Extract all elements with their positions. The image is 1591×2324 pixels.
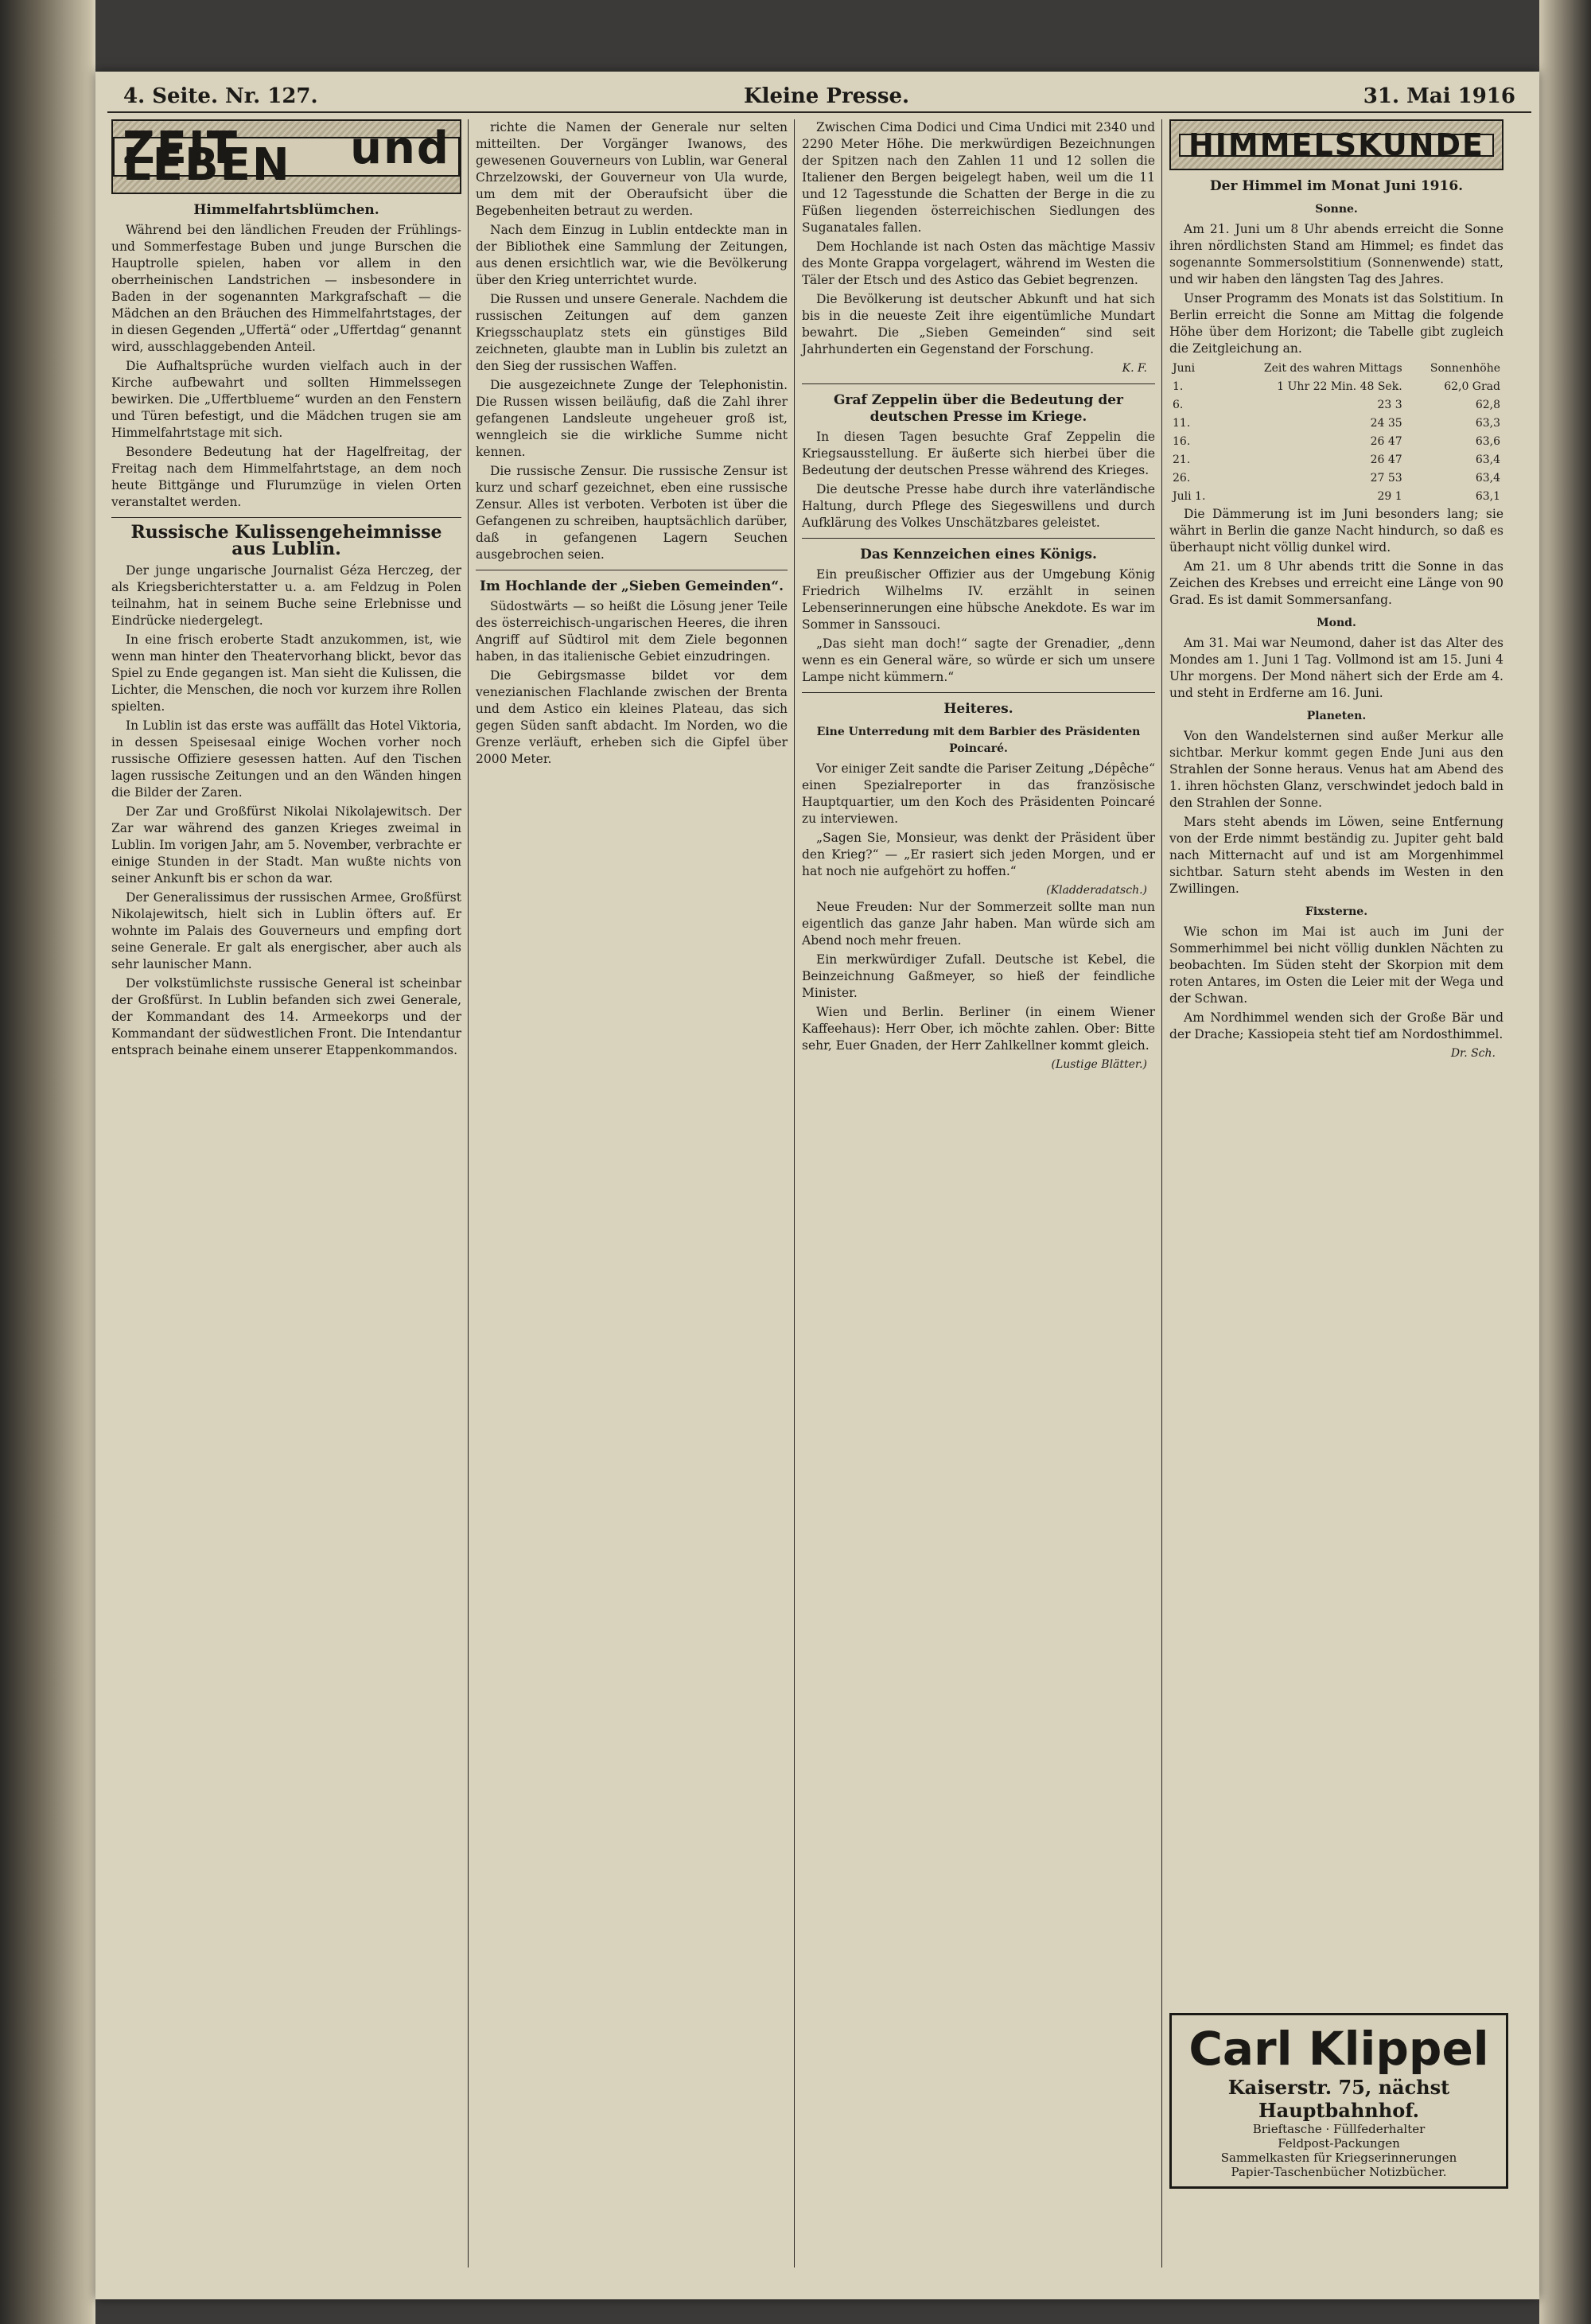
paragraph: Mars steht abends im Löwen, seine Entfernung von der Erde nimmt beständig zu. Jupiter geht bald nach Mitternacht auf und ist am Morgenhimmel sichtbar. Saturn steht abends im Westen in den Zwillingen. xyxy=(1169,815,1503,896)
table-cell: 11. xyxy=(1173,417,1191,430)
page-number: 4. Seite. Nr. 127. xyxy=(123,84,318,108)
paragraph: Am Nordhimmel wenden sich der Große Bär und der Drache; Kassiopeia steht tief am Nordosthimmel. xyxy=(1169,1010,1503,1041)
paragraph: Unser Programm des Monats ist das Solstitium. In Berlin erreicht die Sonne am Mittag die folgende Höhe über dem Horizont; die Tabelle gibt zugleich die Zeitgleichung an. xyxy=(1169,291,1503,356)
column-4 xyxy=(1169,119,1503,1062)
article-title: Heiteres. xyxy=(943,701,1013,717)
author-signature: K. F. xyxy=(1122,362,1147,375)
article-title: Russische Kulissengeheimnisse aus Lublin. xyxy=(130,522,442,559)
paragraph: „Das sieht man doch!“ sagte der Grenadier, „denn wenn es ein General wäre, so würde er sich um unsere Lampe nicht kümmern.“ xyxy=(802,636,1155,684)
advertisement-carl-klippel xyxy=(1169,2013,1508,2189)
paragraph: Die Bevölkerung ist deutscher Abkunft und hat sich bis in die neueste Zeit ihre eigentümliche Mundart bewahrt. Die „Sieben Gemeinden“ sind seit Jahrhunderten ein Gegenstand der Forschung. xyxy=(802,292,1155,356)
table-cell: 63,1 xyxy=(1475,490,1500,503)
table-cell: 26 47 xyxy=(1370,435,1402,448)
column-2 xyxy=(476,119,788,770)
paragraph: Der Zar und Großfürst Nikolai Nikolajewitsch. Der Zar war während des ganzen Krieges zweimal in Lublin. Im vorigen Jahr, am 5. November, verbrachte er einige Stunden in der Stadt. Man wußte nichts von seiner Ankunft bis er schon da war. xyxy=(111,804,461,886)
paragraph: Vor einiger Zeit sandte die Pariser Zeitung „Dépêche“ einen Spezialreporter in das französische Hauptquartier, um den Koch des Präsidenten Poincaré zu interviewen. xyxy=(802,761,1155,826)
paragraph: Die deutsche Presse habe durch ihre vaterländische Haltung, durch Pflege des Siegeswillens und durch Aufklärung des Volkes Unschätzbares geleistet. xyxy=(802,482,1155,530)
table-header-cell: Juni xyxy=(1173,362,1196,375)
paragraph: Am 31. Mai war Neumond, daher ist das Alter des Mondes am 1. Juni 1 Tag. Vollmond ist am 15. Juni 4 Uhr morgens. Der Mond nähert sich der Erde am 4. und steht in Erdferne am 16. Juni. xyxy=(1169,636,1503,700)
paragraph: Ein preußischer Offizier aus der Umgebung König Friedrich Wilhelms IV. erzählt in seinen Lebenserinnerungen eine hübsche Anekdote. Es war im Sommer in Sanssouci. xyxy=(802,567,1155,632)
table-cell: 16. xyxy=(1173,435,1191,448)
subsection-title: Planeten. xyxy=(1306,710,1367,722)
column-3 xyxy=(802,119,1155,1073)
paragraph: Der Generalissimus der russischen Armee, Großfürst Nikolajewitsch, hielt sich in Lublin öfters auf. Er wohnte im Palais des Gouverneurs und empfing dort seine Generale. Er galt als energischer, aber auch als sehr launischer Mann. xyxy=(111,890,461,971)
paragraph: Ein merkwürdiger Zufall. Deutsche ist Kebel, die Beinzeichnung Gaßmeyer, so hieß der feindliche Minister. xyxy=(802,952,1155,1000)
paragraph: In eine frisch eroberte Stadt anzukommen, ist, wie wenn man hinter den Theatervorhang blickt, bevor das Spiel zu Ende gegangen ist. Man sieht die Kulissen, die Lichter, die Menschen, die noch vor kurzem ihre Rollen spielten. xyxy=(111,633,461,714)
column-1 xyxy=(111,119,461,1061)
table-cell: 24 35 xyxy=(1370,417,1402,430)
paragraph: Während bei den ländlichen Freuden der Frühlings- und Sommerfestage Buben und junge Burschen die Hauptrolle spielen, haben vor allem in den oberrheinischen Landstrichen — insbesondere in Baden in der sogenannten Markgrafschaft — die Mädchen an den Bräuchen des Himmelfahrtstages, der in diesen Gegenden „Uffertä“ oder „Uffertdag“ genannt wird, ausschlaggebenden Anteil. xyxy=(111,223,461,354)
advertiser-name: Carl Klippel xyxy=(1188,2022,1489,2076)
paragraph: Die Aufhaltsprüche wurden vielfach auch in der Kirche aufbewahrt und sollten Himmelssegen bewirken. Die „Uffertblueme“ wurden an den Fenstern und Türen befestigt, und die Mädchen trugen sie am Himmelfahrtstage mit sich. xyxy=(111,359,461,440)
paragraph: Die russische Zensur. Die russische Zensur ist kurz und scharf gezeichnet, eben eine russische Zensur. Alles ist verboten. Verboten ist über die Gefangenen zu schreiben, hauptsächlich darüber, daß in gefangenen Lagern Seuchen ausgebrochen seien. xyxy=(476,464,788,562)
table-row xyxy=(1169,488,1503,506)
table-header-cell: Sonnenhöhe xyxy=(1430,362,1500,375)
newspaper-name: Kleine Presse. xyxy=(744,84,910,108)
subsection-title: Mond. xyxy=(1317,617,1356,629)
paragraph: Am 21. Juni um 8 Uhr abends erreicht die Sonne ihren nördlichsten Stand am Himmel; es findet das sogenannte Sommersolstitium (Sonnenwende) statt, und wir haben den längsten Tag des Jahres. xyxy=(1169,222,1503,286)
table-row xyxy=(1169,451,1503,469)
table-row xyxy=(1169,469,1503,488)
issue-date: 31. Mai 1916 xyxy=(1363,84,1515,108)
table-cell: 26. xyxy=(1173,472,1191,485)
divider xyxy=(802,383,1155,384)
table-row xyxy=(1169,433,1503,451)
paragraph: richte die Namen der Generale nur selten mitteilten. Der Vorgänger Iwanows, des gewesenen Gouverneurs von Lublin, war General Chrzelzowski, der Gouverneur von Ula wurde, um dem mit der Oberaufsicht über die Begebenheiten betraut zu werden. xyxy=(476,120,788,218)
table-cell: 27 53 xyxy=(1370,472,1402,485)
paragraph: Besondere Bedeutung hat der Hagelfreitag, der Freitag nach dem Himmelfahrtstage, an dem noch heute Bittgänge und Flurumzüge in vielen Orten veranstaltet werden. xyxy=(111,445,461,509)
article-title: Im Hochlande der „Sieben Gemeinden“. xyxy=(479,578,784,594)
paragraph: Die ausgezeichnete Zunge der Telephonistin. Die Russen wissen beiläufig, daß die Zahl ihrer gefangenen Landsleute ungeheuer groß ist, wenngleich sie die wirkliche Summe nicht kennen. xyxy=(476,378,788,459)
source-credit: (Lustige Blätter.) xyxy=(1051,1058,1147,1071)
ad-line: Papier-Taschenbücher Notizbücher. xyxy=(1231,2165,1447,2179)
paragraph: In diesen Tagen besuchte Graf Zeppelin die Kriegsausstellung. Er äußerte sich hierbei über die Bedeutung der deutschen Presse während des Krieges. xyxy=(802,430,1155,477)
subsection-title: Fixsterne. xyxy=(1305,905,1368,918)
table-cell: 6. xyxy=(1173,399,1184,411)
paragraph: Am 21. um 8 Uhr abends tritt die Sonne in das Zeichen des Krebses und erreicht eine Länge von 90 Grad. Es ist damit Sommersanfang. xyxy=(1169,559,1503,607)
book-page-edge-right xyxy=(1539,0,1591,2324)
table-header-row xyxy=(1169,360,1503,378)
table-cell: 62,8 xyxy=(1475,399,1500,411)
paragraph: Wien und Berlin. Berliner (in einem Wiener Kaffeehaus): Herr Ober, ich möchte zahlen. Ober: Bitte sehr, Euer Gnaden, der Herr Zahlkellner kommt gleich. xyxy=(802,1005,1155,1053)
paragraph: Wie schon im Mai ist auch im Juni der Sommerhimmel bei nicht völlig dunklen Nächten zu beobachten. Im Süden steht der Skorpion mit dem roten Antares, im Osten die Leier mit der Wega und der Schwan. xyxy=(1169,925,1503,1006)
column-divider xyxy=(468,119,469,2268)
article-title: Das Kennzeichen eines Königs. xyxy=(860,547,1097,563)
table-cell: Juli 1. xyxy=(1173,490,1206,503)
paragraph: Zwischen Cima Dodici und Cima Undici mit 2340 und 2290 Meter Höhe. Die merkwürdigen Bezeichnungen der Spitzen nach den Zahlen 11 und 12 sollen die Italiener den Bergen beigelegt haben, weil um die 11 und 12 Tagesstunde die Schatten der Berge in die zu Füßen liegenden österreichischen Siedlungen des Suganatales fallen. xyxy=(802,120,1155,235)
divider xyxy=(802,692,1155,693)
paragraph: In Lublin ist das erste was auffällt das Hotel Viktoria, in dessen Speisesaal einige Wochen vorher noch russische Offiziere gesessen hatten. Auf den Tischen lagen russische Zeitungen und an den Wänden hingen die Bilder der Zaren. xyxy=(111,718,461,800)
paragraph: Die Russen und unsere Generale. Nachdem die russischen Zeitungen auf dem ganzen Kriegsschauplatz stets ein günstiges Bild zeichneten, glaubte man in Lublin bis zuletzt an den Sieg der russischen Waffen. xyxy=(476,292,788,373)
subsection-title: Sonne. xyxy=(1315,203,1358,216)
ad-line: Brieftasche · Füllfederhalter xyxy=(1252,2122,1426,2136)
paragraph: „Sagen Sie, Monsieur, was denkt der Präsident über den Krieg?“ — „Er rasiert sich jeden Morgen, und er hat noch nie aufgehört zu hoffen.“ xyxy=(802,831,1155,878)
section-title: HIMMELSKUNDE xyxy=(1179,134,1494,157)
source-credit: (Kladderadatsch.) xyxy=(1046,884,1147,897)
table-cell: 23 3 xyxy=(1377,399,1402,411)
article-title: Graf Zeppelin über die Bedeutung der deutschen Presse im Kriege. xyxy=(833,392,1124,425)
paragraph: Die Gebirgsmasse bildet vor dem venezianischen Flachlande zwischen der Brenta und dem Astico ein kleines Plateau, das sich gegen Süden sanft abdacht. Im Norden, wo die Grenze verläuft, erheben sich die Gipfel über 2000 Meter. xyxy=(476,668,788,766)
article-title: Der Himmel im Monat Juni 1916. xyxy=(1209,178,1464,194)
table-cell: 1. xyxy=(1173,380,1184,393)
article-title: Himmelfahrtsblümchen. xyxy=(193,202,379,218)
table-row xyxy=(1169,415,1503,433)
paragraph: Der junge ungarische Journalist Géza Herczeg, der als Kriegsberichterstatter u. a. am Feldzug in Polen teilnahm, hat in seinem Buche seine Erlebnisse und Eindrücke niedergelegt. xyxy=(111,563,461,628)
section-header-himmelskunde xyxy=(1169,119,1503,170)
table-cell: 26 47 xyxy=(1370,454,1402,466)
table-cell: 1 Uhr 22 Min. 48 Sek. xyxy=(1277,380,1402,393)
paragraph: Der volkstümlichste russische General ist scheinbar der Großfürst. In Lublin befanden sich zwei Generale, der Kommandant des 14. Armeekorps und der Kommandant der südwestlichen Front. Die Intendantur entsprach beinahe einem unserer Etappenkommandos. xyxy=(111,976,461,1057)
paragraph: Von den Wandelsternen sind außer Merkur alle sichtbar. Merkur kommt gegen Ende Juni aus den Strahlen der Sonne heraus. Venus hat am Abend des 1. ihren höchsten Glanz, verschwindet jedoch bald in den Strahlen der Sonne. xyxy=(1169,729,1503,810)
paragraph: Dem Hochlande ist nach Osten das mächtige Massiv des Monte Grappa vorgelagert, während im Westen die Täler der Etsch und des Astico das Gebiet begrenzen. xyxy=(802,239,1155,287)
table-header-cell: Zeit des wahren Mittags xyxy=(1263,362,1402,375)
paragraph: Südostwärts — so heißt die Lösung jener Teile des österreichisch-ungarischen Heeres, die ihren Angriff auf Südtirol mit dem Ziele begonnen haben, in das italienische Gebiet einzudringen. xyxy=(476,599,788,664)
table-cell: 29 1 xyxy=(1377,490,1402,503)
column-divider xyxy=(1161,119,1162,2268)
section-header-zeit-und-leben xyxy=(111,119,461,194)
book-spine-left xyxy=(0,0,95,2324)
table-cell: 63,4 xyxy=(1475,472,1500,485)
table-cell: 62,0 Grad xyxy=(1444,380,1500,393)
article-subtitle: Eine Unterredung mit dem Barbier des Präsidenten Poincaré. xyxy=(816,726,1141,755)
table-cell: 63,4 xyxy=(1475,454,1500,466)
sun-height-table xyxy=(1169,360,1503,506)
ad-line: Feldpost-Packungen xyxy=(1278,2136,1400,2151)
table-row xyxy=(1169,396,1503,415)
table-cell: 21. xyxy=(1173,454,1191,466)
divider xyxy=(802,538,1155,539)
paragraph: Nach dem Einzug in Lublin entdeckte man in der Bibliothek eine Sammlung der Zeitungen, aus denen ersichtlich war, wie die Bevölkerung über den Krieg unterrichtet wurde. xyxy=(476,223,788,287)
column-divider xyxy=(794,119,795,2268)
table-cell: 63,3 xyxy=(1475,417,1500,430)
table-cell: 63,6 xyxy=(1475,435,1500,448)
ad-line: Sammelkasten für Kriegserinnerungen xyxy=(1220,2151,1457,2165)
author-signature: Dr. Sch. xyxy=(1450,1047,1496,1060)
section-title: ZEIT und LEBEN xyxy=(113,137,460,177)
advertiser-address: Kaiserstr. 75, nächst Hauptbahnhof. xyxy=(1227,2076,1450,2122)
paragraph: Die Dämmerung ist im Juni besonders lang; sie währt in Berlin die ganze Nacht hindurch, so daß es überhaupt nicht völlig dunkel wird. xyxy=(1169,507,1503,555)
table-row xyxy=(1169,378,1503,396)
paragraph: Neue Freuden: Nur der Sommerzeit sollte man nun eigentlich das ganze Jahr haben. Man würde sich am Abend noch mehr freuen. xyxy=(802,900,1155,948)
masthead xyxy=(107,80,1531,113)
divider xyxy=(111,517,461,518)
